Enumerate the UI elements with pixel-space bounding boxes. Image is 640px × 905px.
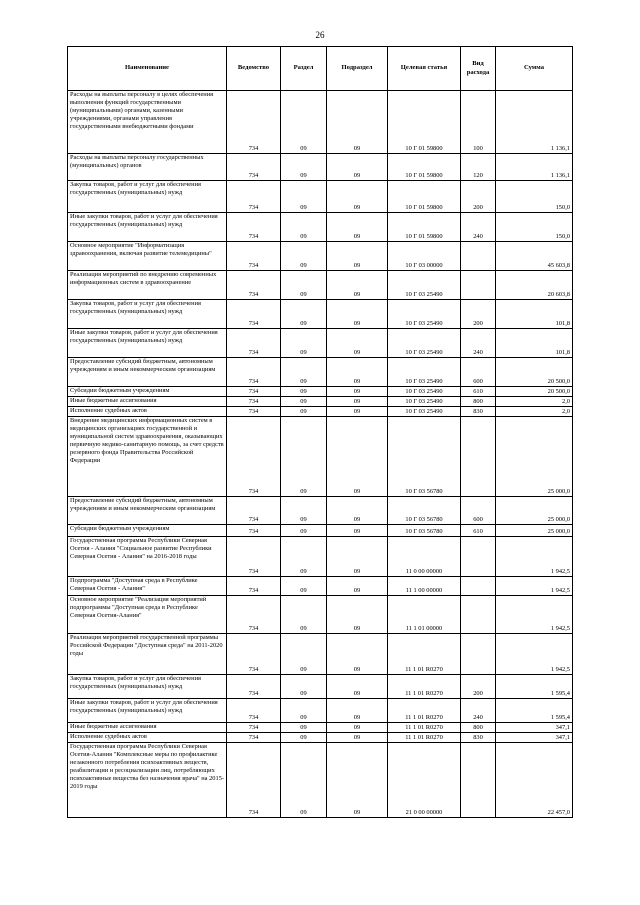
cell-section: 09 <box>281 733 327 743</box>
table-row <box>68 525 573 537</box>
cell-ministry: 734 <box>227 387 281 397</box>
cell-subsection: 09 <box>327 596 388 634</box>
cell-section: 09 <box>281 417 327 497</box>
cell-name: Иные бюджетные ассигнования <box>68 723 227 733</box>
cell-section: 09 <box>281 497 327 525</box>
cell-subsection: 09 <box>327 537 388 577</box>
table-row <box>68 723 573 733</box>
budget-table <box>67 46 573 818</box>
table-row <box>68 675 573 699</box>
table-row <box>68 242 573 271</box>
cell-section: 09 <box>281 397 327 407</box>
cell-type: 240 <box>461 699 496 723</box>
cell-type: 200 <box>461 181 496 213</box>
cell-name: Расходы на выплаты персоналу государственных (муниципальных) органов <box>68 154 227 181</box>
cell-subsection: 09 <box>327 329 388 358</box>
cell-subsection: 09 <box>327 525 388 537</box>
cell-section: 09 <box>281 358 327 387</box>
cell-article: 10 Г 03 56780 <box>388 497 461 525</box>
cell-name: Закупка товаров, работ и услуг для обеспечения государственных (муниципальных) нужд <box>68 181 227 213</box>
cell-subsection: 09 <box>327 407 388 417</box>
cell-sum: 1 595,4 <box>496 699 573 723</box>
cell-name: Исполнение судебных актов <box>68 407 227 417</box>
cell-ministry: 734 <box>227 497 281 525</box>
cell-section: 09 <box>281 91 327 154</box>
cell-type: 800 <box>461 397 496 407</box>
cell-type: 200 <box>461 675 496 699</box>
cell-article: 11 1 01 R0270 <box>388 723 461 733</box>
cell-subsection: 09 <box>327 577 388 596</box>
cell-sum: 1 136,1 <box>496 154 573 181</box>
table-row <box>68 577 573 596</box>
cell-type <box>461 743 496 818</box>
cell-section: 09 <box>281 407 327 417</box>
cell-subsection: 09 <box>327 497 388 525</box>
cell-section: 09 <box>281 154 327 181</box>
cell-name: Подпрограмма "Доступная среда в Республике Северная Осетия - Алания" <box>68 577 227 596</box>
cell-article: 10 Г 03 25490 <box>388 407 461 417</box>
cell-section: 09 <box>281 300 327 329</box>
cell-section: 09 <box>281 213 327 242</box>
cell-name: Иные бюджетные ассигнования <box>68 397 227 407</box>
table-row <box>68 417 573 497</box>
cell-sum: 20 500,0 <box>496 358 573 387</box>
cell-type <box>461 634 496 675</box>
cell-article: 10 Г 03 25490 <box>388 397 461 407</box>
cell-article: 10 Г 03 56780 <box>388 417 461 497</box>
cell-subsection: 09 <box>327 417 388 497</box>
cell-section: 09 <box>281 329 327 358</box>
cell-sum: 22 457,0 <box>496 743 573 818</box>
table-row <box>68 397 573 407</box>
col-header-ministry: Ведомство <box>227 47 281 91</box>
cell-article: 10 Г 01 59800 <box>388 154 461 181</box>
cell-name: Основное мероприятие "Реализация мероприятий подпрограммы "Доступная среда в Республике Северная Осетия-Алания" <box>68 596 227 634</box>
cell-type: 600 <box>461 358 496 387</box>
cell-sum: 101,8 <box>496 329 573 358</box>
cell-ministry: 734 <box>227 181 281 213</box>
cell-article: 11 1 01 R0270 <box>388 733 461 743</box>
cell-type: 830 <box>461 407 496 417</box>
cell-name: Иные закупки товаров, работ и услуг для обеспечения государственных (муниципальных) нужд <box>68 329 227 358</box>
cell-article: 10 Г 01 59800 <box>388 91 461 154</box>
cell-ministry: 734 <box>227 596 281 634</box>
col-header-article: Целевая статья <box>388 47 461 91</box>
table-row <box>68 387 573 397</box>
col-header-sum: Сумма <box>496 47 573 91</box>
cell-name: Основное мероприятие "Информатизация здравоохранения, включая развитие телемедицины" <box>68 242 227 271</box>
cell-sum: 347,1 <box>496 733 573 743</box>
cell-ministry: 734 <box>227 525 281 537</box>
cell-section: 09 <box>281 723 327 733</box>
cell-article: 10 Г 03 25490 <box>388 387 461 397</box>
cell-ministry: 734 <box>227 675 281 699</box>
table-row <box>68 300 573 329</box>
cell-ministry: 734 <box>227 213 281 242</box>
cell-section: 09 <box>281 675 327 699</box>
cell-article: 11 1 01 00000 <box>388 596 461 634</box>
table-row <box>68 358 573 387</box>
cell-type <box>461 242 496 271</box>
cell-ministry: 734 <box>227 407 281 417</box>
cell-sum: 2,0 <box>496 397 573 407</box>
cell-sum: 25 000,0 <box>496 525 573 537</box>
table-row <box>68 743 573 818</box>
cell-type: 610 <box>461 525 496 537</box>
cell-sum: 101,8 <box>496 300 573 329</box>
cell-ministry: 734 <box>227 271 281 300</box>
cell-subsection: 09 <box>327 300 388 329</box>
cell-ministry: 734 <box>227 329 281 358</box>
col-header-subsection: Подраздел <box>327 47 388 91</box>
cell-section: 09 <box>281 577 327 596</box>
cell-name: Закупка товаров, работ и услуг для обеспечения государственных (муниципальных) нужд <box>68 300 227 329</box>
cell-type: 200 <box>461 300 496 329</box>
table-header-row <box>68 47 573 91</box>
cell-type: 830 <box>461 733 496 743</box>
cell-type: 100 <box>461 91 496 154</box>
cell-ministry: 734 <box>227 154 281 181</box>
col-header-type: Вид расхода <box>461 47 496 91</box>
cell-subsection: 09 <box>327 634 388 675</box>
cell-sum: 2,0 <box>496 407 573 417</box>
cell-article: 21 0 00 00000 <box>388 743 461 818</box>
cell-type: 800 <box>461 723 496 733</box>
cell-subsection: 09 <box>327 271 388 300</box>
cell-article: 11 1 00 00000 <box>388 577 461 596</box>
cell-subsection: 09 <box>327 743 388 818</box>
cell-subsection: 09 <box>327 733 388 743</box>
table-row <box>68 634 573 675</box>
table-row <box>68 537 573 577</box>
cell-type: 240 <box>461 329 496 358</box>
cell-ministry: 734 <box>227 733 281 743</box>
cell-sum: 150,0 <box>496 181 573 213</box>
table-row <box>68 497 573 525</box>
cell-sum: 20 500,0 <box>496 387 573 397</box>
cell-article: 11 1 01 R0270 <box>388 699 461 723</box>
cell-sum: 20 603,8 <box>496 271 573 300</box>
cell-ministry: 734 <box>227 242 281 271</box>
cell-ministry: 734 <box>227 743 281 818</box>
cell-article: 10 Г 03 25490 <box>388 358 461 387</box>
cell-ministry: 734 <box>227 300 281 329</box>
cell-ministry: 734 <box>227 577 281 596</box>
cell-sum: 25 000,0 <box>496 417 573 497</box>
cell-type: 120 <box>461 154 496 181</box>
cell-subsection: 09 <box>327 181 388 213</box>
cell-section: 09 <box>281 537 327 577</box>
page-number: 26 <box>315 30 325 40</box>
cell-section: 09 <box>281 596 327 634</box>
cell-name: Внедрение медицинских информационных систем в медицинских организациях государственной и муниципальной систем здравоохранения, оказывающих первичную медико-санитарную помощь, за счет средств резервного фонда Правительства Российской Федерации <box>68 417 227 497</box>
cell-sum: 1 942,5 <box>496 577 573 596</box>
table-row <box>68 699 573 723</box>
cell-sum: 1 942,5 <box>496 537 573 577</box>
cell-sum: 45 603,8 <box>496 242 573 271</box>
table-row <box>68 91 573 154</box>
cell-name: Исполнение судебных актов <box>68 733 227 743</box>
cell-subsection: 09 <box>327 397 388 407</box>
cell-name: Закупка товаров, работ и услуг для обеспечения государственных (муниципальных) нужд <box>68 675 227 699</box>
cell-section: 09 <box>281 634 327 675</box>
cell-section: 09 <box>281 525 327 537</box>
cell-type: 610 <box>461 387 496 397</box>
col-header-section: Раздел <box>281 47 327 91</box>
cell-section: 09 <box>281 242 327 271</box>
cell-name: Субсидии бюджетным учреждениям <box>68 525 227 537</box>
cell-name: Реализация мероприятий государственной программы Российской Федерации "Доступная среда" на 2011-2020 годы <box>68 634 227 675</box>
table-row <box>68 596 573 634</box>
cell-subsection: 09 <box>327 675 388 699</box>
cell-ministry: 734 <box>227 537 281 577</box>
cell-sum: 347,1 <box>496 723 573 733</box>
cell-name: Предоставление субсидий бюджетным, автономным учреждениям и иным некоммерческим организациям <box>68 497 227 525</box>
cell-ministry: 734 <box>227 634 281 675</box>
cell-article: 10 Г 03 25490 <box>388 271 461 300</box>
cell-type: 240 <box>461 213 496 242</box>
cell-section: 09 <box>281 387 327 397</box>
cell-ministry: 734 <box>227 699 281 723</box>
cell-article: 10 Г 01 59800 <box>388 213 461 242</box>
table-row <box>68 329 573 358</box>
cell-section: 09 <box>281 181 327 213</box>
cell-sum: 1 942,5 <box>496 634 573 675</box>
cell-article: 11 1 01 R0270 <box>388 675 461 699</box>
cell-subsection: 09 <box>327 91 388 154</box>
cell-type <box>461 417 496 497</box>
cell-article: 10 Г 03 56780 <box>388 525 461 537</box>
table-row <box>68 407 573 417</box>
cell-subsection: 09 <box>327 699 388 723</box>
cell-subsection: 09 <box>327 242 388 271</box>
cell-sum: 1 136,1 <box>496 91 573 154</box>
cell-name: Государственная программа Республики Северная Осетия-Алания "Комплексные меры по профилактике незаконного потребления психоактивных веществ, реабилитации и ресоциализации лиц, потребляющих психоактивные вещества без назначения врача" на 2015-2019 годы <box>68 743 227 818</box>
cell-subsection: 09 <box>327 358 388 387</box>
table-row <box>68 213 573 242</box>
cell-sum: 150,0 <box>496 213 573 242</box>
table-row <box>68 154 573 181</box>
cell-subsection: 09 <box>327 154 388 181</box>
cell-ministry: 734 <box>227 723 281 733</box>
cell-article: 10 Г 03 00000 <box>388 242 461 271</box>
cell-subsection: 09 <box>327 387 388 397</box>
cell-ministry: 734 <box>227 397 281 407</box>
cell-article: 11 1 01 R0270 <box>388 634 461 675</box>
cell-type <box>461 537 496 577</box>
cell-section: 09 <box>281 271 327 300</box>
cell-name: Расходы на выплаты персоналу в целях обеспечения выполнения функций государственными (муниципальными) органами, казенными учреждениями, органами управления государственными внебюджетными фондами <box>68 91 227 154</box>
cell-type <box>461 577 496 596</box>
cell-name: Субсидии бюджетным учреждениям <box>68 387 227 397</box>
cell-name: Иные закупки товаров, работ и услуг для обеспечения государственных (муниципальных) нужд <box>68 213 227 242</box>
cell-type <box>461 271 496 300</box>
cell-sum: 1 942,5 <box>496 596 573 634</box>
cell-article: 10 Г 03 25490 <box>388 329 461 358</box>
table-row <box>68 733 573 743</box>
cell-sum: 25 000,0 <box>496 497 573 525</box>
cell-sum: 1 595,4 <box>496 675 573 699</box>
cell-type <box>461 596 496 634</box>
cell-section: 09 <box>281 743 327 818</box>
cell-article: 10 Г 03 25490 <box>388 300 461 329</box>
cell-ministry: 734 <box>227 358 281 387</box>
table-row <box>68 271 573 300</box>
cell-type: 600 <box>461 497 496 525</box>
col-header-name: Наименование <box>68 47 227 91</box>
cell-article: 11 0 00 00000 <box>388 537 461 577</box>
cell-subsection: 09 <box>327 723 388 733</box>
table-row <box>68 181 573 213</box>
cell-name: Предоставление субсидий бюджетным, автономным учреждениям и иным некоммерческим организациям <box>68 358 227 387</box>
cell-name: Иные закупки товаров, работ и услуг для обеспечения государственных (муниципальных) нужд <box>68 699 227 723</box>
cell-subsection: 09 <box>327 213 388 242</box>
cell-ministry: 734 <box>227 417 281 497</box>
cell-ministry: 734 <box>227 91 281 154</box>
cell-name: Государственная программа Республики Северная Осетия - Алания "Социальное развитие Республики Северная Осетия - Алания" на 2016-2018 годы <box>68 537 227 577</box>
cell-article: 10 Г 01 59800 <box>388 181 461 213</box>
cell-name: Реализация мероприятий по внедрению современных информационных систем в здравоохранение <box>68 271 227 300</box>
cell-section: 09 <box>281 699 327 723</box>
